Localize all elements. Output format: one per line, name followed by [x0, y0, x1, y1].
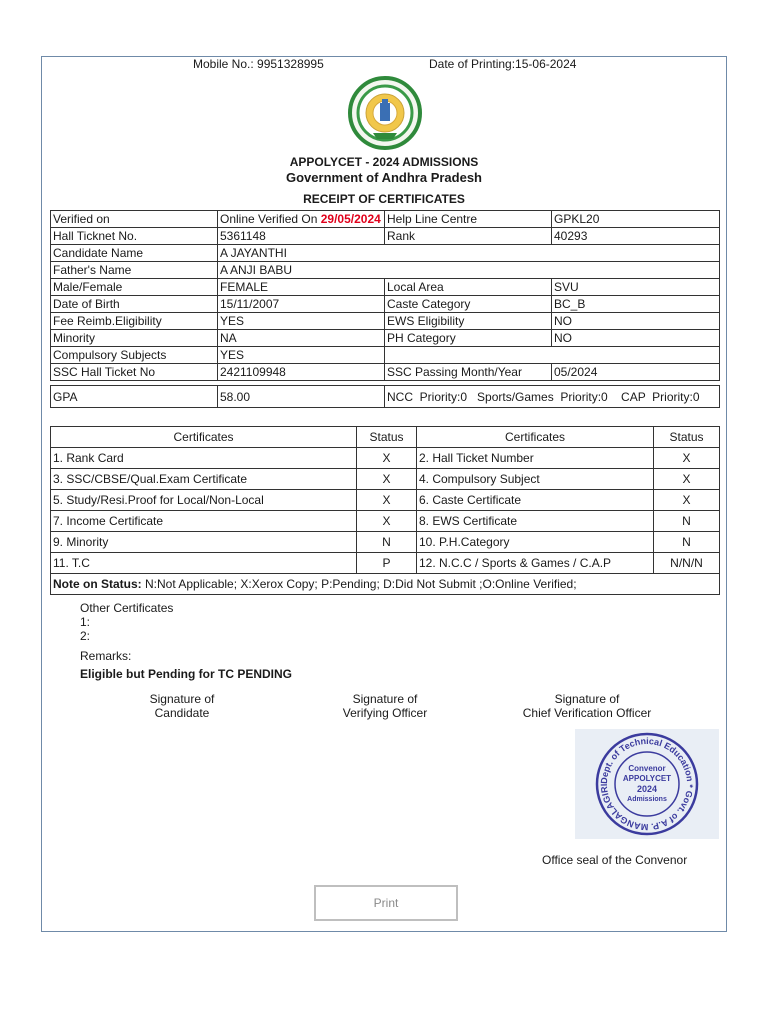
cert-name: 9. Minority [51, 532, 357, 553]
info-label: Local Area [385, 279, 552, 296]
info-label: Help Line Centre [385, 211, 552, 228]
table-row [51, 296, 720, 313]
table-header-row [51, 427, 720, 448]
cert-status: X [357, 448, 417, 469]
other-certificate-2: 2: [80, 629, 91, 643]
cert-name: 6. Caste Certificate [417, 490, 654, 511]
verified-on-prefix: Online Verified On [220, 212, 321, 226]
info-label: PH Category [385, 330, 552, 347]
info-value: 05/2024 [552, 364, 720, 381]
table-row [51, 469, 720, 490]
seal-stamp-icon [575, 729, 719, 839]
info-value: YES [218, 313, 385, 330]
info-value: NO [552, 313, 720, 330]
table-row [51, 279, 720, 296]
certificates-table [50, 426, 720, 595]
info-label: SSC Passing Month/Year [385, 364, 552, 381]
priorities: NCC Priority:0 Sports/Games Priority:0 CAP Priority:0 [385, 386, 720, 408]
table-row [51, 532, 720, 553]
cert-name: 8. EWS Certificate [417, 511, 654, 532]
table-row [51, 347, 720, 364]
table-row [51, 448, 720, 469]
empty-cell [385, 347, 720, 364]
cert-name: 12. N.C.C / Sports & Games / C.A.P [417, 553, 654, 574]
table-row [51, 245, 720, 262]
table-row [51, 330, 720, 347]
info-label: Verified on [51, 211, 218, 228]
signature-role: Chief Verification Officer [522, 706, 652, 720]
seal-line-3: 2024 [636, 784, 658, 794]
table-row [51, 386, 720, 408]
info-value: BC_B [552, 296, 720, 313]
column-header: Certificates [417, 427, 654, 448]
info-value: FEMALE [218, 279, 385, 296]
info-value: 15/11/2007 [218, 296, 385, 313]
verifying-officer-signature [325, 692, 445, 720]
other-certificates [80, 601, 173, 643]
info-label: Rank [385, 228, 552, 245]
table-row [51, 262, 720, 279]
column-header: Status [357, 427, 417, 448]
info-value: 2421109948 [218, 364, 385, 381]
other-certificates-title: Other Certificates [80, 601, 174, 615]
cert-status: X [654, 448, 720, 469]
receipt-frame [41, 56, 727, 932]
cert-status: P [357, 553, 417, 574]
info-label: Hall Ticknet No. [51, 228, 218, 245]
cert-status: N/N/N [654, 553, 720, 574]
info-label: Compulsory Subjects [51, 347, 218, 364]
table-row [51, 364, 720, 381]
status-note [51, 574, 720, 595]
status-note-text: N:Not Applicable; X:Xerox Copy; P:Pending; D:Did Not Submit ;O:Online Verified; [141, 577, 577, 591]
seal-line-1: Convenor [628, 764, 666, 773]
info-value: 58.00 [218, 386, 385, 408]
info-value: NA [218, 330, 385, 347]
info-label: Caste Category [385, 296, 552, 313]
seal-caption: Office seal of the Convenor [542, 853, 688, 867]
chief-officer-signature [512, 692, 662, 720]
cert-name: 1. Rank Card [51, 448, 357, 469]
government-title: Government of Andhra Pradesh [286, 170, 482, 185]
signature-line: Signature of [554, 692, 620, 706]
cert-name: 7. Income Certificate [51, 511, 357, 532]
status-note-label: Note on Status: [53, 577, 142, 591]
info-label: Father's Name [51, 262, 218, 279]
signature-role: Verifying Officer [342, 706, 428, 720]
info-value: NO [552, 330, 720, 347]
mobile-number: Mobile No.: 9951328995 [193, 57, 324, 71]
info-label: Fee Reimb.Eligibility [51, 313, 218, 330]
receipt-title: RECEIPT OF CERTIFICATES [303, 192, 465, 206]
info-value: SVU [552, 279, 720, 296]
other-certificate-1: 1: [80, 615, 91, 629]
info-label: SSC Hall Ticket No [51, 364, 218, 381]
cert-status: X [654, 469, 720, 490]
seal-line-2: APPOLYCET [622, 774, 672, 783]
convenor-seal [575, 729, 719, 839]
print-button[interactable]: Print [314, 885, 458, 921]
cert-name: 4. Compulsory Subject [417, 469, 654, 490]
cert-name: 3. SSC/CBSE/Qual.Exam Certificate [51, 469, 357, 490]
cert-name: 10. P.H.Category [417, 532, 654, 553]
verified-on-value [218, 211, 385, 228]
cert-name: 2. Hall Ticket Number [417, 448, 654, 469]
remarks-text: Eligible but Pending for TC PENDING [80, 667, 292, 681]
info-value: YES [218, 347, 385, 364]
candidate-info-table [50, 210, 720, 408]
info-label: Candidate Name [51, 245, 218, 262]
column-header: Certificates [51, 427, 357, 448]
signature-role: Candidate [154, 706, 210, 720]
table-row [51, 313, 720, 330]
cert-status: N [357, 532, 417, 553]
cert-status: X [654, 490, 720, 511]
cert-name: 5. Study/Resi.Proof for Local/Non-Local [51, 490, 357, 511]
table-row [51, 574, 720, 595]
top-line [42, 57, 726, 71]
info-label: EWS Eligibility [385, 313, 552, 330]
table-row [51, 228, 720, 245]
cert-status: N [654, 511, 720, 532]
info-label: Date of Birth [51, 296, 218, 313]
table-row [51, 490, 720, 511]
info-value: GPKL20 [552, 211, 720, 228]
remarks-label: Remarks: [80, 649, 132, 663]
info-label: Male/Female [51, 279, 218, 296]
cert-name: 11. T.C [51, 553, 357, 574]
table-row [51, 553, 720, 574]
info-label: GPA [51, 386, 218, 408]
column-header: Status [654, 427, 720, 448]
info-value: 40293 [552, 228, 720, 245]
ap-emblem-icon [347, 75, 423, 151]
cert-status: X [357, 469, 417, 490]
signature-line: Signature of [352, 692, 418, 706]
table-row [51, 511, 720, 532]
seal-ring-text: Dept. of Technical Education * Govt. of A.P. MANGALAGIRI [598, 735, 696, 833]
verified-on-date: 29/05/2024 [320, 212, 381, 226]
info-value: 5361148 [218, 228, 385, 245]
signature-line: Signature of [149, 692, 215, 706]
candidate-signature [132, 692, 232, 720]
cert-status: X [357, 511, 417, 532]
seal-line-4: Admissions [627, 796, 667, 803]
admissions-title: APPOLYCET - 2024 ADMISSIONS [289, 155, 479, 169]
cert-status: N [654, 532, 720, 553]
cert-status: X [357, 490, 417, 511]
date-of-printing: Date of Printing:15-06-2024 [429, 57, 577, 71]
info-value: A JAYANTHI [218, 245, 720, 262]
info-label: Minority [51, 330, 218, 347]
info-value: A ANJI BABU [218, 262, 720, 279]
table-row [51, 211, 720, 228]
